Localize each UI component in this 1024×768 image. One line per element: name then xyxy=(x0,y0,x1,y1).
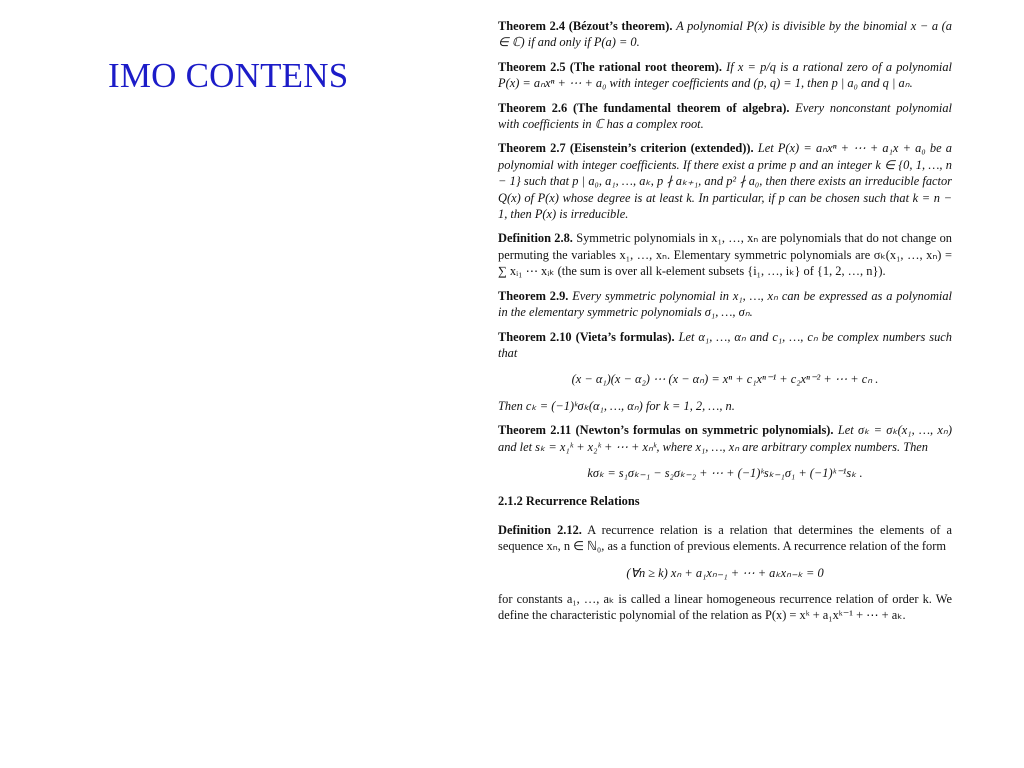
definition-body: Symmetric polynomials in x₁, …, xₙ are polynomials that do not change on permuting the variables x₁, …, xₙ. Elementary symmetric polynomials are σₖ(x₁, …, xₙ) = ∑ xᵢ₁ ⋯ xᵢₖ (the sum is over all k-element subsets {i₁, …, iₖ} of {1, 2, …, n}). xyxy=(498,231,952,279)
definition-heading: Definition 2.12. xyxy=(498,522,582,537)
theorem-2-6 xyxy=(498,100,952,133)
vieta-display-equation: (x − α₁)(x − α₂) ⋯ (x − αₙ) = xⁿ + c₁xⁿ⁻¹ + c₂xⁿ⁻² + ⋯ + cₙ . xyxy=(571,372,879,387)
theorem-body: Let P(x) = aₙxⁿ + ⋯ + a₁x + a₀ be a polynomial with integer coefficients. If there exist a prime p and an integer k ∈ {0, 1, …, n − 1} such that p | a₀, a₁, …, aₖ, p ∤ aₖ₊₁, and p² ∤ a₀, then there exists an irreducible factor Q(x) of P(x) whose degree is at least k. In particular, if p can be chosen such that k = n − 1, then P(x) is irreducible. xyxy=(498,141,952,222)
newton-display-equation: kσₖ = s₁σₖ₋₁ − s₂σₖ₋₂ + ⋯ + (−1)ᵏsₖ₋₁σ₁ + (−1)ᵏ⁻¹sₖ . xyxy=(587,465,863,480)
definition-conclusion: for constants a₁, …, aₖ is called a linear homogeneous recurrence relation of order k. We define the characteristic polynomial of the relation as P(x) = xᵏ + a₁xᵏ⁻¹ + ⋯ + aₖ. xyxy=(498,591,952,623)
section-heading: 2.1.2 Recurrence Relations xyxy=(498,494,640,509)
theorem-body: Every symmetric polynomial in x₁, …, xₙ can be expressed as a polynomial in the elementary symmetric polynomials σ₁, …, σₙ. xyxy=(498,288,952,320)
slide-title: IMO CONTENS xyxy=(108,56,349,95)
theorem-2-11 xyxy=(498,422,952,481)
theorem-2-5 xyxy=(498,59,952,92)
theorem-body: Let σₖ = σₖ(x₁, …, xₙ) and let sₖ = x₁ᵏ + x₂ᵏ + ⋯ + xₙᵏ, where x₁, …, xₙ are arbitrary complex numbers. Then xyxy=(498,423,952,454)
definition-2-12 xyxy=(498,522,952,624)
theorem-heading: Theorem 2.9. xyxy=(498,288,569,303)
theorem-heading: Theorem 2.4 (Bézout’s theorem). xyxy=(498,19,673,33)
theorem-body: A polynomial P(x) is divisible by the binomial x − a (a ∈ ℂ) if and only if P(a) = 0. xyxy=(498,19,952,50)
math-text-page xyxy=(498,18,952,632)
theorem-body: Let α₁, …, αₙ and c₁, …, cₙ be complex numbers such that xyxy=(498,329,953,360)
theorem-heading: Theorem 2.11 (Newton’s formulas on symmetric polynomials). xyxy=(498,423,834,438)
theorem-heading: Theorem 2.10 (Vieta’s formulas). xyxy=(498,329,675,344)
theorem-heading: Theorem 2.6 (The fundamental theorem of algebra). xyxy=(498,100,790,115)
definition-body: A recurrence relation is a relation that determines the elements of a sequence xₙ, n ∈ ℕ₀, as a function of previous elements. A recurrence relation of the form xyxy=(498,522,952,554)
definition-2-8 xyxy=(498,230,952,279)
theorem-2-7 xyxy=(498,140,952,222)
theorem-heading: Theorem 2.5 (The rational root theorem). xyxy=(498,59,722,74)
theorem-conclusion: Then cₖ = (−1)ᵏσₖ(α₁, …, αₙ) for k = 1, 2, …, n. xyxy=(498,398,735,413)
definition-heading: Definition 2.8. xyxy=(498,231,573,246)
theorem-2-10 xyxy=(498,329,952,415)
recurrence-display-equation: (∀n ≥ k) xₙ + a₁xₙ₋₁ + ⋯ + aₖxₙ₋ₖ = 0 xyxy=(626,565,824,580)
theorem-body: If x = p/q is a rational zero of a polynomial P(x) = aₙxⁿ + ⋯ + a₀ with integer coefficients and (p, q) = 1, then p | a₀ and q | aₙ. xyxy=(498,59,952,91)
theorem-heading: Theorem 2.7 (Eisenstein’s criterion (extended)). xyxy=(498,141,754,156)
theorem-2-4 xyxy=(498,18,952,51)
theorem-2-9 xyxy=(498,288,952,321)
theorem-body: Every nonconstant polynomial with coefficients in ℂ has a complex root. xyxy=(498,100,952,132)
